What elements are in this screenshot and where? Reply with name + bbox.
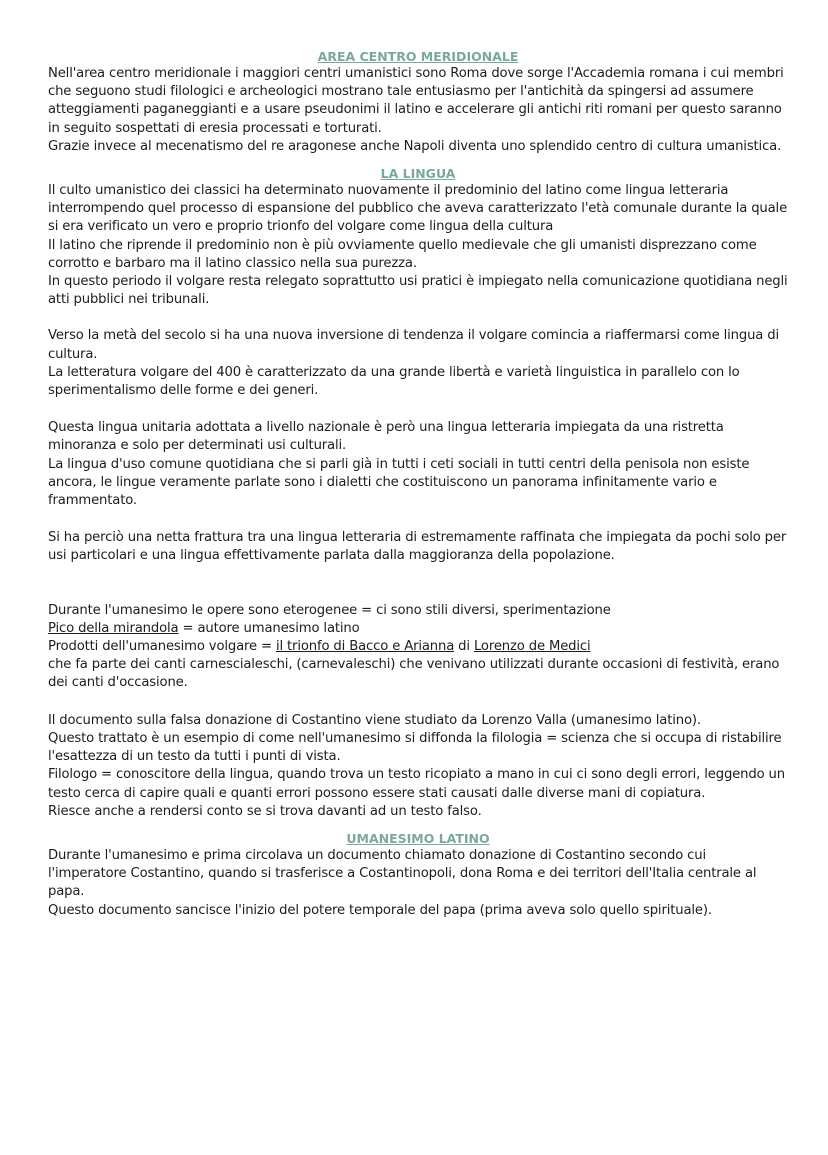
note-prodotti-mid: di xyxy=(454,639,474,655)
note-prodotti-pre: Prodotti dell'umanesimo volgare = xyxy=(48,639,276,655)
note-line-prodotti xyxy=(48,638,788,656)
paragraph-testo-falso: Riesce anche a rendersi conto se si trova davanti ad un testo falso. xyxy=(48,803,482,819)
underlined-lorenzo: Lorenzo de Medici xyxy=(473,639,591,655)
paragraph-lingua-3: In questo periodo il volgare resta relegato soprattutto usi pratici è impiegato nella comunicazione quotidiana negli atti pubblici nei tribunali. xyxy=(48,274,788,308)
paragraph-area-1: Nell'area centro meridionale i maggiori centri umanistici sono Roma dove sorge l'Accademia romana i cui membri che seguono studi filologici e archeologici mostrano tale entusiasmo per l'antichità da spingersi ad assumere atteggiamenti paganeggianti e a usare pseudonimi il latino e accelerare gli antichi riti romani per questo saranno in seguito sospettati di eresia processati e torturati. xyxy=(48,66,784,136)
paragraph-filologia: Questo trattato è un esempio di come nell'umanesimo si diffonda la filologia = scienza che si occupa di ristabilire l'esattezza di un testo da tutti i punti di vista. xyxy=(48,730,782,765)
underlined-pico: Pico della mirandola xyxy=(48,620,179,636)
spacer xyxy=(48,156,788,165)
spacer xyxy=(48,821,788,830)
paragraph-lingua-8: Si ha perciò una netta frattura tra una lingua letteraria di estremamente raffinata che impiegata da pochi solo per usi particolari e una lingua effettivamente parlata dalla maggioranza della popolazione. xyxy=(48,530,787,564)
paragraph-lingua-4: Verso la metà del secolo si ha una nuova inversione di tendenza il volgare comincia a riaffermarsi come lingua di cultura. xyxy=(48,328,779,362)
note-line-pico xyxy=(48,620,788,638)
spacer xyxy=(48,309,788,327)
paragraph-area-2: Grazie invece al mecenatismo del re aragonese anche Napoli diventa uno splendido centro di cultura umanistica. xyxy=(48,138,782,154)
spacer xyxy=(48,400,788,419)
underlined-trionfo: il trionfo di Bacco e Arianna xyxy=(275,639,455,655)
note-line-opere: Durante l'umanesimo le opere sono eterogenee = ci sono stili diversi, sperimentazione xyxy=(48,602,611,618)
heading-la-lingua: LA LINGUA xyxy=(380,166,456,182)
spacer xyxy=(48,510,788,529)
spacer xyxy=(48,693,788,712)
paragraph-lingua-5: La letteratura volgare del 400 è caratterizzato da una grande libertà e varietà linguistica in parallelo con lo sperimentalismo delle forme e dei generi. xyxy=(48,364,740,399)
paragraph-valla: Il documento sulla falsa donazione di Costantino viene studiato da Lorenzo Valla (umanesimo latino). xyxy=(48,712,701,728)
note-line-canti: che fa parte dei canti carnescialeschi, (carnevaleschi) che venivano utilizzati durante occasioni di festività, erano dei canti d'occasione. xyxy=(48,657,780,691)
paragraph-lingua-7: La lingua d'uso comune quotidiana che si parli già in tutti i ceti sociali in tutti centri della penisola non esiste ancora, le lingue veramente parlate sono i dialetti che costituiscono un panorama infinitamente vario e frammentato. xyxy=(48,456,750,509)
heading-umanesimo-latino: UMANESIMO LATINO xyxy=(346,830,490,846)
paragraph-lingua-6: Questa lingua unitaria adottata a livello nazionale è però una lingua letteraria impiegata da una ristretta minoranza e solo per determinati usi culturali. xyxy=(48,420,724,454)
paragraph-latino-1: Durante l'umanesimo e prima circolava un documento chiamato donazione di Costantino secondo cui l'imperatore Costantino, quando si trasferisce a Costantinopoli, dona Roma e dei territori dell'Italia centrale al papa. xyxy=(48,847,757,900)
heading-area-centro-meridionale: AREA CENTRO MERIDIONALE xyxy=(317,49,519,64)
paragraph-filologo: Filologo = conoscitore della lingua, quando trova un testo ricopiato a mano in cui ci sono degli errori, leggendo un testo cerca di capire quali e quanti errori possono essere stati causati dalle diverse mani di copiatura. xyxy=(48,767,785,801)
paragraph-lingua-1: Il culto umanistico dei classici ha determinato nuovamente il predominio del latino come lingua letteraria interrompendo quel processo di espansione del pubblico che aveva caratterizzato l'età comunale durante la quale si era verificato un vero e proprio trionfo del volgare come lingua della cultura xyxy=(48,183,788,235)
spacer xyxy=(48,566,788,602)
note-pico-rest: = autore umanesimo latino xyxy=(178,620,360,636)
paragraph-lingua-2: Il latino che riprende il predominio non è più ovviamente quello medievale che gli umanisti disprezzano come corrotto e barbaro ma il latino classico nella sua purezza. xyxy=(48,237,757,271)
paragraph-latino-2: Questo documento sancisce l'inizio del potere temporale del papa (prima aveva solo quello spirituale). xyxy=(48,902,712,918)
